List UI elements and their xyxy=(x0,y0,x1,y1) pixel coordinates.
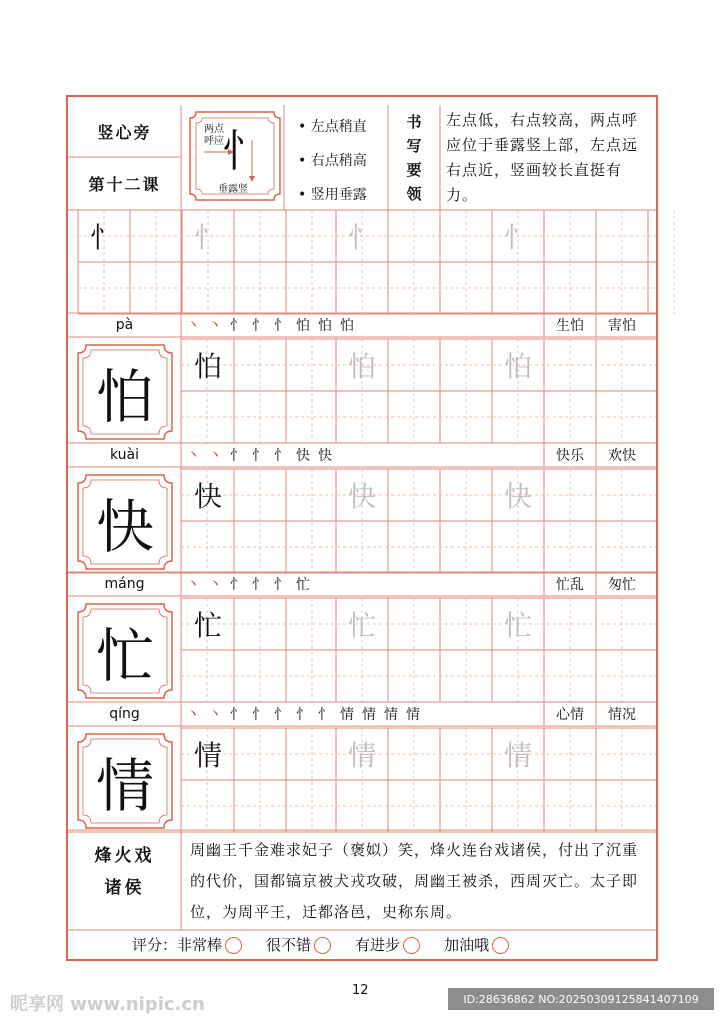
stroke-step: 忙 xyxy=(296,577,312,593)
stroke-step: 丶 xyxy=(186,707,202,723)
stroke-step: 忄 xyxy=(230,318,246,334)
practice-trace: 怕 xyxy=(503,350,532,383)
stroke-step: 忄 xyxy=(252,448,268,464)
stroke-step: 忄 xyxy=(274,448,290,464)
stroke-step: 快 xyxy=(318,448,334,464)
stroke-sequence xyxy=(186,703,526,725)
watermark-bar xyxy=(0,984,724,1024)
tips-list xyxy=(298,116,388,206)
stroke-step: 忄 xyxy=(230,448,246,464)
tip-item: • 右点稍高 xyxy=(298,153,367,169)
stroke-step: 情 xyxy=(362,707,378,723)
stroke-step: 丶 xyxy=(208,448,224,464)
stroke-sequence xyxy=(186,314,526,336)
stroke-step: 忄 xyxy=(252,577,268,593)
radical-sample: 忄 xyxy=(89,221,118,254)
big-char: 怕 xyxy=(95,363,154,431)
stroke-step: 怕 xyxy=(318,318,334,334)
rating-option[interactable]: 非常棒 xyxy=(177,934,242,955)
lesson-number: 第十二课 xyxy=(88,174,161,194)
radical-trace: 忄 xyxy=(193,221,222,254)
radical-name: 竖心旁 xyxy=(97,122,152,142)
practice-sample: 快 xyxy=(193,480,222,513)
page-number: 12 xyxy=(352,983,369,998)
rating-label: 评分： xyxy=(132,935,178,954)
stroke-step: 丶 xyxy=(186,318,202,334)
rating-option[interactable]: 加油哦 xyxy=(444,934,509,955)
word-2: 情况 xyxy=(608,707,636,723)
practice-trace: 快 xyxy=(503,480,532,513)
stroke-step: 丶 xyxy=(208,318,224,334)
stroke-step: 忄 xyxy=(274,318,290,334)
char-pinyin: máng xyxy=(104,576,145,592)
practice-trace: 怕 xyxy=(347,350,376,383)
stroke-step: 怕 xyxy=(340,318,356,334)
stroke-step: 忄 xyxy=(252,318,268,334)
diagram-top-label: 两点 呼应 xyxy=(204,124,224,147)
practice-sample: 情 xyxy=(193,739,222,772)
word-2: 害怕 xyxy=(608,318,636,334)
rating-option[interactable]: 有进步 xyxy=(355,934,420,955)
rating-circle[interactable] xyxy=(225,937,242,954)
word-2: 欢快 xyxy=(608,448,636,464)
practice-trace: 忙 xyxy=(347,609,376,642)
watermark-logo: 昵享网 www.nipic.cn xyxy=(10,994,205,1015)
stroke-step: 忄 xyxy=(252,707,268,723)
radical-trace: 忄 xyxy=(347,221,376,254)
stroke-sequence xyxy=(186,444,526,466)
stroke-step: 忄 xyxy=(230,577,246,593)
story-title: 烽火戏 诸侯 xyxy=(94,846,155,898)
char-pinyin: pà xyxy=(115,317,134,333)
writing-requirements-label: 书 写 要 领 xyxy=(406,113,422,203)
stroke-step: 忄 xyxy=(274,707,290,723)
word-1: 生怕 xyxy=(556,318,584,334)
stroke-step: 忄 xyxy=(296,707,312,723)
char-pinyin: kuài xyxy=(109,447,140,463)
stroke-step: 怕 xyxy=(296,318,312,334)
stroke-step: 情 xyxy=(406,707,422,723)
practice-trace: 情 xyxy=(503,739,532,772)
story-text: 周幽王千金难求妃子（褒姒）笑，烽火连台戏诸侯，付出了沉重的代价，国都镐京被犬戎攻破，周幽王被杀，西周灭亡。太子即位，为周平王，迁都洛邑，史称东周。 xyxy=(190,841,639,921)
diagram-bottom-label: 垂露竖 xyxy=(218,184,248,195)
char-pinyin: qíng xyxy=(109,706,140,722)
rating-circle[interactable] xyxy=(403,937,420,954)
practice-trace: 情 xyxy=(347,739,376,772)
big-char: 情 xyxy=(95,752,154,820)
stroke-step: 丶 xyxy=(186,448,202,464)
big-char: 快 xyxy=(95,493,154,561)
stroke-step: 情 xyxy=(340,707,356,723)
rating-row xyxy=(132,934,632,954)
stroke-step: 情 xyxy=(384,707,400,723)
stroke-sequence xyxy=(186,573,526,595)
stroke-step: 快 xyxy=(296,448,312,464)
stroke-step: 丶 xyxy=(186,577,202,593)
stroke-step: 丶 xyxy=(208,577,224,593)
word-1: 忙乱 xyxy=(556,577,584,593)
practice-sample: 忙 xyxy=(193,609,222,642)
writing-requirements-text: 左点低，右点较高，两点呼应位于垂露竖上部，左点远右点近，竖画较长直挺有力。 xyxy=(446,111,639,204)
rating-option[interactable]: 很不错 xyxy=(266,934,331,955)
diagram-radical: 忄 xyxy=(222,126,266,177)
rating-circle[interactable] xyxy=(492,937,509,954)
watermark-id: ID:28636862 NO:20250309125841407109 xyxy=(448,988,714,1010)
word-2: 匆忙 xyxy=(608,577,636,593)
stroke-step: 丶 xyxy=(208,707,224,723)
practice-trace: 忙 xyxy=(503,609,532,642)
stroke-step: 忄 xyxy=(274,577,290,593)
rating-circle[interactable] xyxy=(314,937,331,954)
practice-trace: 快 xyxy=(347,480,376,513)
practice-sample: 怕 xyxy=(193,350,222,383)
word-1: 快乐 xyxy=(556,448,584,464)
radical-trace: 忄 xyxy=(503,221,532,254)
tip-item: • 左点稍直 xyxy=(298,119,367,135)
tip-item: • 竖用垂露 xyxy=(298,187,367,203)
radical-diagram xyxy=(188,110,282,202)
big-char: 忙 xyxy=(95,622,154,690)
word-1: 心情 xyxy=(556,707,584,723)
stroke-step: 忄 xyxy=(318,707,334,723)
stroke-step: 忄 xyxy=(230,707,246,723)
